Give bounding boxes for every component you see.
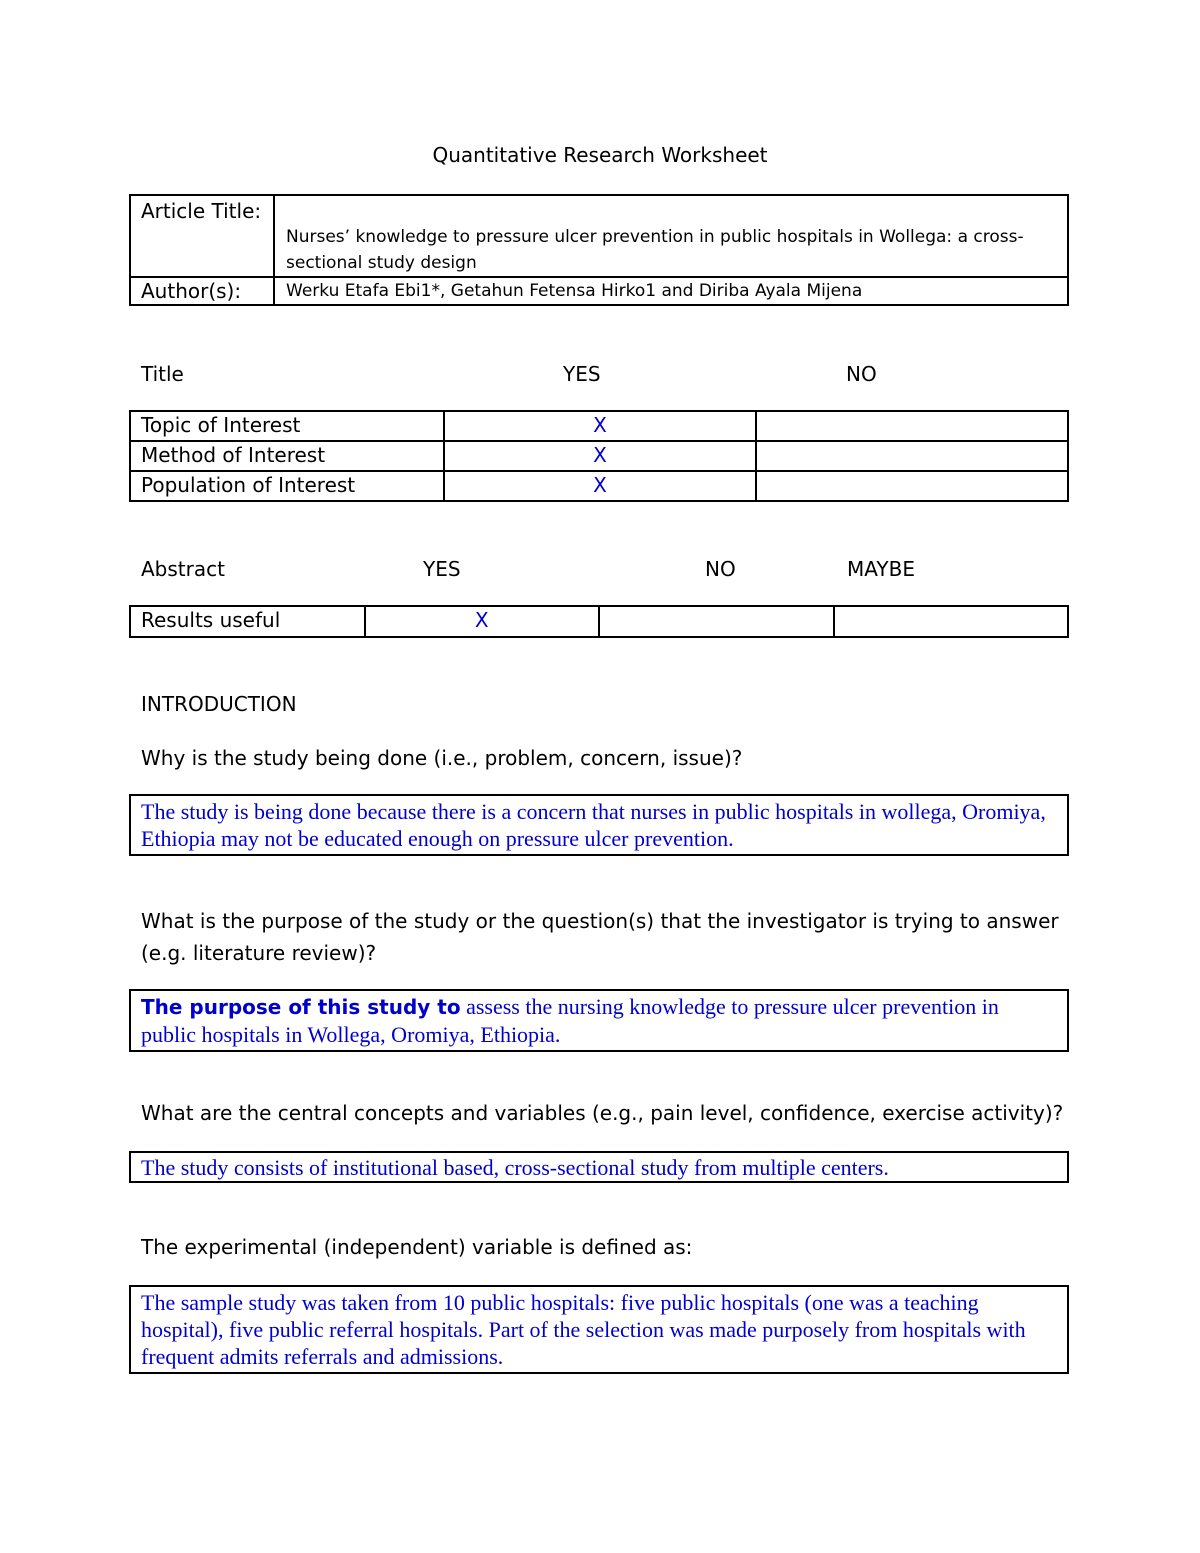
- answer-purpose: [129, 989, 1069, 1052]
- yes-mark: X: [444, 471, 756, 501]
- maybe-mark: [834, 606, 1069, 637]
- answer-concepts: The study consists of institutional based, cross-sectional study from multiple centers.: [129, 1151, 1069, 1183]
- answer-purpose-lead: The purpose of this study to: [141, 995, 461, 1019]
- no-mark: [756, 441, 1068, 471]
- question-independent-variable: The experimental (independent) variable is defined as:: [141, 1235, 693, 1259]
- introduction-heading: INTRODUCTION: [141, 692, 297, 716]
- article-title-value: [274, 195, 1068, 277]
- abstract-maybe-header: MAYBE: [847, 557, 915, 581]
- row-label: Population of Interest: [130, 471, 444, 501]
- abstract-heading: Abstract: [141, 557, 225, 581]
- title-yes-header: YES: [563, 362, 601, 386]
- question-purpose: What is the purpose of the study or the question(s) that the investigator is trying to answer (e.g. literature review)?: [141, 909, 1059, 965]
- row-label: Results useful: [130, 606, 365, 637]
- yes-mark: X: [444, 411, 756, 441]
- yes-mark: X: [365, 606, 600, 637]
- no-mark: [756, 471, 1068, 501]
- article-title-label: Article Title:: [130, 195, 274, 277]
- title-no-header: NO: [846, 362, 877, 386]
- row-label: Topic of Interest: [130, 411, 444, 441]
- page-title: Quantitative Research Worksheet: [432, 143, 768, 167]
- title-checklist-table: [129, 410, 1069, 502]
- article-title-text: Nurses’ knowledge to pressure ulcer prevention in public hospitals in Wollega: a cross-sectional study design: [286, 227, 1024, 273]
- abstract-yes-header: YES: [423, 557, 461, 581]
- author-value: Werku Etafa Ebi1*, Getahun Fetensa Hirko1 and Diriba Ayala Mijena: [274, 277, 1068, 305]
- no-mark: [756, 411, 1068, 441]
- yes-mark: X: [444, 441, 756, 471]
- row-label: Method of Interest: [130, 441, 444, 471]
- answer-purpose-text: assess the nursing knowledge to pressure ulcer prevention in public hospitals in Wollega, Oromiya, Ethiopia.: [141, 994, 999, 1047]
- question-why: Why is the study being done (i.e., problem, concern, issue)?: [141, 746, 743, 770]
- question-concepts: What are the central concepts and variables (e.g., pain level, confidence, exercise activity)?: [141, 1101, 1064, 1125]
- article-info-table: [129, 194, 1069, 306]
- no-mark: [599, 606, 834, 637]
- abstract-no-header: NO: [705, 557, 736, 581]
- answer-why: The study is being done because there is a concern that nurses in public hospitals in wollega, Oromiya, Ethiopia may not be educated enough on pressure ulcer prevention.: [129, 794, 1069, 856]
- author-label: Author(s):: [130, 277, 274, 305]
- abstract-checklist-table: [129, 605, 1069, 638]
- title-heading: Title: [141, 362, 184, 386]
- answer-independent-variable: The sample study was taken from 10 public hospitals: five public hospitals (one was a teaching hospital), five public referral hospitals. Part of the selection was made purposely from hospitals with frequent admits referrals and admissions.: [129, 1285, 1069, 1374]
